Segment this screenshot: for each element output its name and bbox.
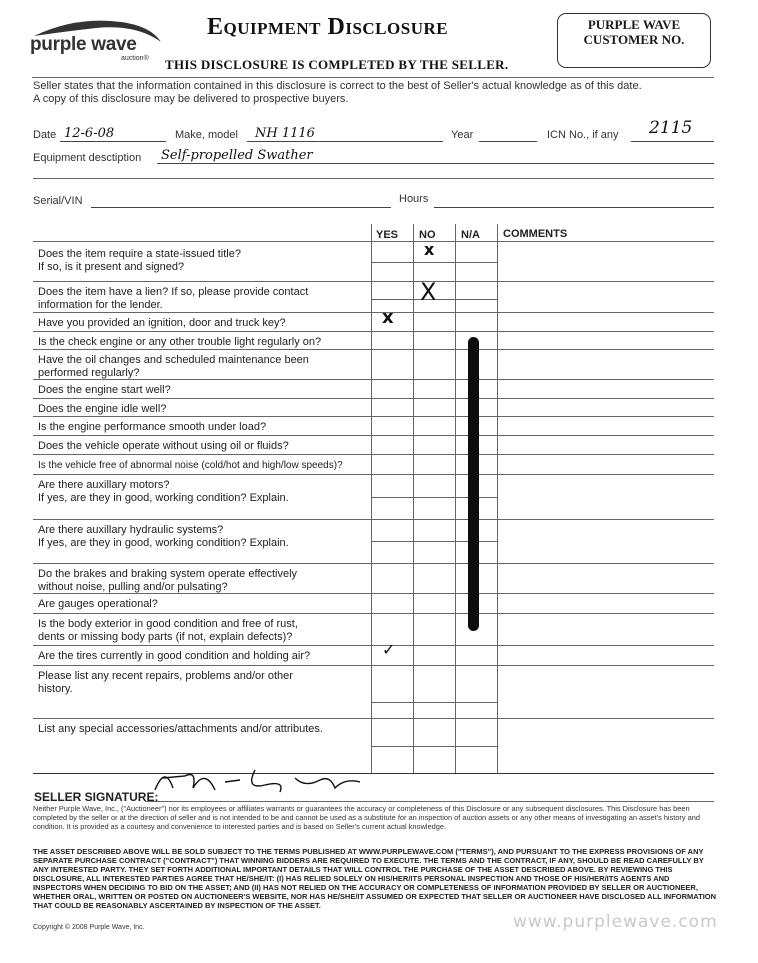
page-subtitle: THIS DISCLOSURE IS COMPLETED BY THE SELLER. bbox=[165, 57, 509, 72]
intro-line1: Seller states that the information contained in this disclosure is correct to the best of Seller's actual knowledge as of this date. bbox=[33, 80, 642, 92]
description-line-2 bbox=[33, 178, 714, 179]
table-row-line bbox=[33, 312, 714, 313]
key-yes-mark[interactable]: x bbox=[382, 307, 394, 328]
date-field[interactable] bbox=[60, 124, 166, 142]
disclaimer-text: Neither Purple Wave, Inc., ("Auctioneer") nor its employees or affiliates warrants or guarantees the accuracy or completeness of this Disclosure or any subsequent disclosures. This Disclosure has been completed by the seller or at the direction of seller and is not intended to be and cannot be used as a substitute for an inspection of auction assets or any other means of investigating an asset's history and condition. It is provided as a courtesy and convenience to interested parties and is based on Seller's current actual knowledge. bbox=[33, 804, 700, 831]
serial-field[interactable] bbox=[91, 190, 391, 208]
signature-underline bbox=[145, 801, 714, 802]
page-title bbox=[207, 14, 448, 41]
col-na: N/A bbox=[461, 229, 480, 241]
col-comments: COMMENTS bbox=[503, 228, 568, 240]
question-row: Does the engine idle well? bbox=[38, 403, 167, 415]
header-rule bbox=[32, 77, 714, 78]
website-watermark: www.purplewave.com bbox=[513, 912, 718, 932]
tires-yes-mark[interactable]: ✓ bbox=[382, 640, 396, 659]
question-row: Is the body exterior in good condition and free of rust, dents or missing body parts (if not, explain defects)? bbox=[38, 618, 298, 643]
logo-name: purple wave bbox=[30, 34, 137, 55]
customer-box-line2: CUSTOMER NO. bbox=[583, 32, 685, 47]
question-row: Does the item have a lien? If so, please provide contact information for the lender. bbox=[38, 286, 309, 311]
table-row-line bbox=[33, 613, 714, 614]
description-label: Equipment desctiption bbox=[33, 152, 142, 164]
table-subrow-line bbox=[371, 702, 497, 703]
question-row: Please list any recent repairs, problems and/or other history. bbox=[38, 670, 293, 695]
na-column-bar bbox=[468, 337, 479, 631]
table-col-line bbox=[371, 224, 372, 773]
table-row-line bbox=[33, 474, 714, 475]
question-row: Does the vehicle operate without using oil or fluids? bbox=[38, 440, 289, 452]
serial-label: Serial/VIN bbox=[33, 195, 83, 207]
question-row: Are there auxillary hydraulic systems? If yes, are they in good, working condition? Explain. bbox=[38, 524, 289, 549]
hours-field[interactable] bbox=[434, 190, 714, 208]
lien-no-mark[interactable]: X bbox=[420, 278, 437, 306]
title-no-mark[interactable]: x bbox=[424, 240, 435, 259]
logo-sub: auction® bbox=[121, 55, 149, 62]
table-col-line bbox=[497, 224, 498, 773]
table-row-line bbox=[33, 331, 714, 332]
year-label: Year bbox=[451, 129, 474, 141]
description-value: Self-propelled Swather bbox=[161, 148, 313, 163]
table-row-line bbox=[33, 454, 714, 455]
table-row-line bbox=[33, 718, 714, 719]
table-subrow-line bbox=[371, 262, 497, 263]
question-row: Is the vehicle free of abnormal noise (cold/hot and high/low speeds)? bbox=[38, 460, 343, 471]
table-row-line bbox=[33, 519, 714, 520]
table-row-line bbox=[33, 563, 714, 564]
col-yes: YES bbox=[376, 229, 399, 241]
question-row: Is the engine performance smooth under load? bbox=[38, 421, 267, 433]
table-row-line bbox=[33, 349, 714, 350]
icn-field[interactable] bbox=[631, 118, 714, 142]
customer-number-box[interactable] bbox=[557, 13, 711, 68]
question-row: Does the item require a state-issued title? If so, is it present and signed? bbox=[38, 248, 241, 273]
table-row-line bbox=[33, 665, 714, 666]
question-row: Have you provided an ignition, door and truck key? bbox=[38, 317, 286, 329]
customer-box-line1: PURPLE WAVE bbox=[587, 17, 681, 32]
intro-text bbox=[33, 80, 723, 106]
question-row: Is the check engine or any other trouble light regularly on? bbox=[38, 336, 322, 348]
question-row: Have the oil changes and scheduled maintenance been performed regularly? bbox=[38, 354, 309, 379]
table-subrow-line bbox=[371, 746, 497, 747]
signature-label: SELLER SIGNATURE: bbox=[34, 790, 159, 804]
legal-text: THE ASSET DESCRIBED ABOVE WILL BE SOLD SUBJECT TO THE TERMS PUBLISHED AT WWW.PURPLEWAVE.COM ("TERMS"), AND PURSUANT TO THE EXPRESS PROVISIONS OF ANY SEPARATE PURCHASE CONTRACT ("CONTRACT") THAT WINNING BIDDERS ARE REQUIRED TO EXECUTE. THE TERMS AND THE CONTRACT, IF ANY, SHOULD BE READ CAREFULLY BY ANY INTERESTED PARTY. THEY SET FORTH ADDITIONAL IMPORTANT DETAILS THAT WILL CONTROL THE PURCHASE OF THE ASSET DESCRIBED ABOVE. BY REVIEWING THIS DISCLOSURE, ALL INTERESTED PARTIES AGREE THAT HE/SHE/IT: (I) HAS RELIED SOLELY ON HIS/HER/ITS PERSONAL INSPECTION AND THOSE OF HIS/HER/ITS AGENTS AND INSPECTORS WHEN DECIDING TO BID ON THE ASSET; AND (II) HAS NOT RELIED ON THE ACCURACY OR COMPLETENESS OF INFORMATION PROVIDED BY SELLER OR AUCTIONEER, WHETHER ORAL, WRITTEN OR POSTED ON AUCTIONEER'S WEBSITE, NOR HAS HE/SHE/IT ASSUMED OR EXPECTED THAT SELLER OR AUCTIONEER HAVE DISCLOSED ALL INFORMATION THAT COULD BE REASONABLY ASCERTAINED BY INSPECTION OF THE ASSET. bbox=[33, 847, 717, 910]
copyright-text: Copyright © 2008 Purple Wave, Inc. bbox=[33, 924, 145, 931]
question-row: Do the brakes and braking system operate effectively without noise, pulling and/or pulsating? bbox=[38, 568, 298, 593]
question-row: List any special accessories/attachments and/or attributes. bbox=[38, 723, 323, 735]
page-title-text: Equipment Disclosure bbox=[207, 14, 449, 40]
intro-line2: A copy of this disclosure may be delivered to prospective buyers. bbox=[33, 93, 349, 105]
question-row: Are the tires currently in good condition and holding air? bbox=[38, 650, 311, 662]
table-row-line bbox=[33, 281, 714, 282]
year-field[interactable] bbox=[479, 124, 537, 142]
signature-scribble[interactable] bbox=[145, 760, 385, 800]
table-col-line bbox=[413, 224, 414, 773]
icn-value: 2115 bbox=[649, 118, 693, 138]
col-no: NO bbox=[419, 229, 436, 241]
make-field[interactable] bbox=[247, 124, 443, 142]
question-row: Are gauges operational? bbox=[38, 598, 158, 610]
question-row: Are there auxillary motors? If yes, are they in good, working condition? Explain. bbox=[38, 479, 289, 504]
question-row: Does the engine start well? bbox=[38, 384, 171, 396]
table-header-line bbox=[33, 241, 714, 242]
make-label: Make, model bbox=[175, 129, 238, 141]
make-value: NH 1116 bbox=[255, 126, 315, 141]
icn-label: ICN No., if any bbox=[547, 129, 619, 141]
table-row-line bbox=[33, 435, 714, 436]
table-col-line bbox=[455, 224, 456, 773]
table-row-line bbox=[33, 645, 714, 646]
date-value: 12-6-08 bbox=[64, 126, 115, 141]
hours-label: Hours bbox=[399, 193, 429, 205]
description-field[interactable] bbox=[157, 146, 714, 164]
purple-wave-logo bbox=[26, 14, 166, 64]
table-row-line bbox=[33, 398, 714, 399]
table-row-line bbox=[33, 416, 714, 417]
date-label: Date bbox=[33, 129, 57, 141]
